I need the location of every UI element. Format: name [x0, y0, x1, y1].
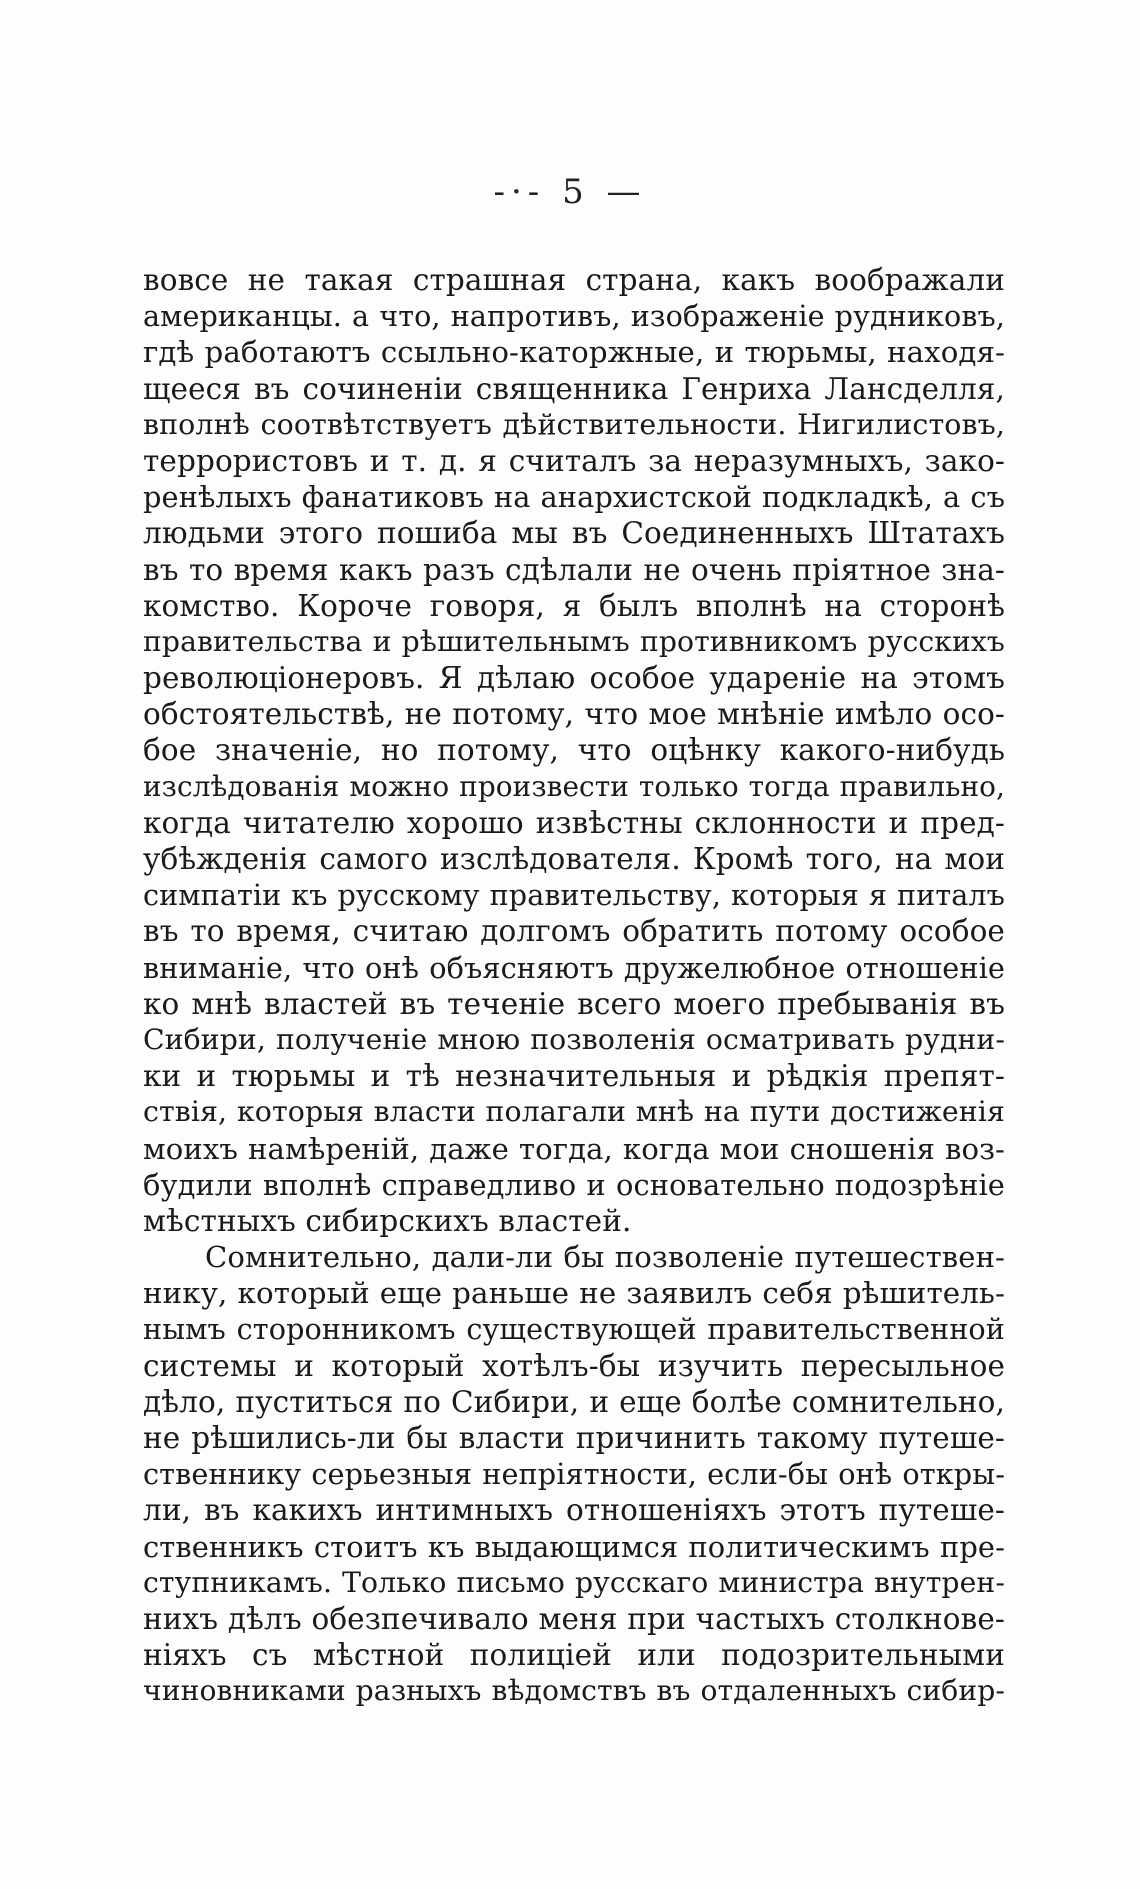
paragraph-start-line: Сомнительно, дали-ли бы позволеніе путешествен-	[205, 1240, 1005, 1275]
text-line: гдѣ работаютъ ссыльно-каторжные, и тюрьмы, находя-	[143, 335, 1005, 370]
text-line: ственнику серьезныя непріятности, если-бы онѣ откры-	[143, 1457, 1005, 1492]
text-line: въ то время какъ разъ сдѣлали не очень пріятное зна-	[143, 552, 1005, 587]
text-line: бое значеніе, но потому, что оцѣнку какого-нибудь	[143, 733, 1005, 768]
text-line: революціонеровъ. Я дѣлаю особое удареніе на этомъ	[143, 661, 1005, 696]
text-line: въ то время, считаю долгомъ обратить потому особое	[143, 914, 1005, 949]
text-line: людьми этого пошиба мы въ Соединенныхъ Штатахъ	[143, 516, 1005, 551]
text-line: нихъ дѣлъ обезпечивало меня при частыхъ столкнове-	[143, 1601, 1005, 1636]
text-line: изслѣдованія можно произвести только тогда правильно,	[143, 769, 1005, 803]
text-line: ренѣлыхъ фанатиковъ на анархистской подкладкѣ, а съ	[143, 480, 1005, 515]
text-line: ступникамъ. Только письмо русскаго министра внутрен-	[143, 1565, 1005, 1599]
text-line: системы и который хотѣлъ-бы изучить пересыльное	[143, 1348, 1005, 1383]
text-line: комство. Короче говоря, я былъ вполнѣ на сторонѣ	[143, 588, 1005, 623]
text-line: ственникъ стоитъ къ выдающимся политическимъ пре-	[143, 1529, 1005, 1564]
text-line: ки и тюрьмы и тѣ незначительныя и рѣдкія препят-	[143, 1059, 1005, 1094]
text-line: обстоятельствѣ, не потому, что мое мнѣніе имѣло осо-	[143, 697, 1005, 732]
text-line: нымъ сторонникомъ существующей правительственной	[143, 1312, 1005, 1347]
text-line: ствія, которыя власти полагали мнѣ на пути достиженія	[143, 1095, 1005, 1129]
page-number: -·- 5 —	[493, 172, 647, 212]
text-line: правительства и рѣшительнымъ противникомъ русскихъ	[143, 624, 1005, 658]
text-line: чиновниками разныхъ вѣдомствъ въ отдаленныхъ сибир-	[143, 1674, 1005, 1708]
text-line: моихъ намѣреній, даже тогда, когда мои сношенія воз-	[143, 1131, 1005, 1166]
paragraph-end-line: мѣстныхъ сибирскихъ властей.	[143, 1203, 632, 1238]
text-line: ко мнѣ властей въ теченіе всего моего пребыванія въ	[143, 986, 1005, 1021]
text-line: американцы. а что, напротивъ, изображеніе рудниковъ,	[143, 299, 1005, 334]
text-line: вовсе не такая страшная страна, какъ воображали	[143, 263, 1005, 297]
text-line: будили вполнѣ справедливо и основательно подозрѣніе	[143, 1167, 1005, 1202]
text-line: щееся въ сочиненіи священника Генриха Лансделля,	[143, 371, 1005, 406]
text-line: террористовъ и т. д. я считалъ за неразумныхъ, зако-	[143, 443, 1005, 478]
text-line: вниманіе, что онѣ объясняютъ дружелюбное отношеніе	[143, 950, 1005, 985]
text-line: ли, въ какихъ интимныхъ отношеніяхъ этотъ путеше-	[143, 1493, 1005, 1528]
text-line: нику, который еще раньше не заявилъ себя рѣшитель-	[143, 1276, 1005, 1311]
text-line: убѣжденія самого изслѣдователя. Кромѣ того, на мои	[143, 842, 1005, 876]
text-line: вполнѣ соотвѣтствуетъ дѣйствительности. Нигилистовъ,	[143, 407, 1005, 441]
text-line: дѣло, пуститься по Сибири, и еще болѣе сомнительно,	[143, 1384, 1005, 1419]
text-line: не рѣшились-ли бы власти причинить такому путеше-	[143, 1421, 1005, 1455]
text-line: Сибири, полученіе мною позволенія осматривать рудни-	[143, 1022, 1005, 1056]
body-text	[143, 262, 1005, 1710]
text-line: ніяхъ съ мѣстной полиціей или подозрительными	[143, 1638, 1005, 1673]
text-line: когда читателю хорошо извѣстны склонности и пред-	[143, 805, 1005, 840]
text-line: симпатіи къ русскому правительству, которыя я питалъ	[143, 878, 1005, 913]
